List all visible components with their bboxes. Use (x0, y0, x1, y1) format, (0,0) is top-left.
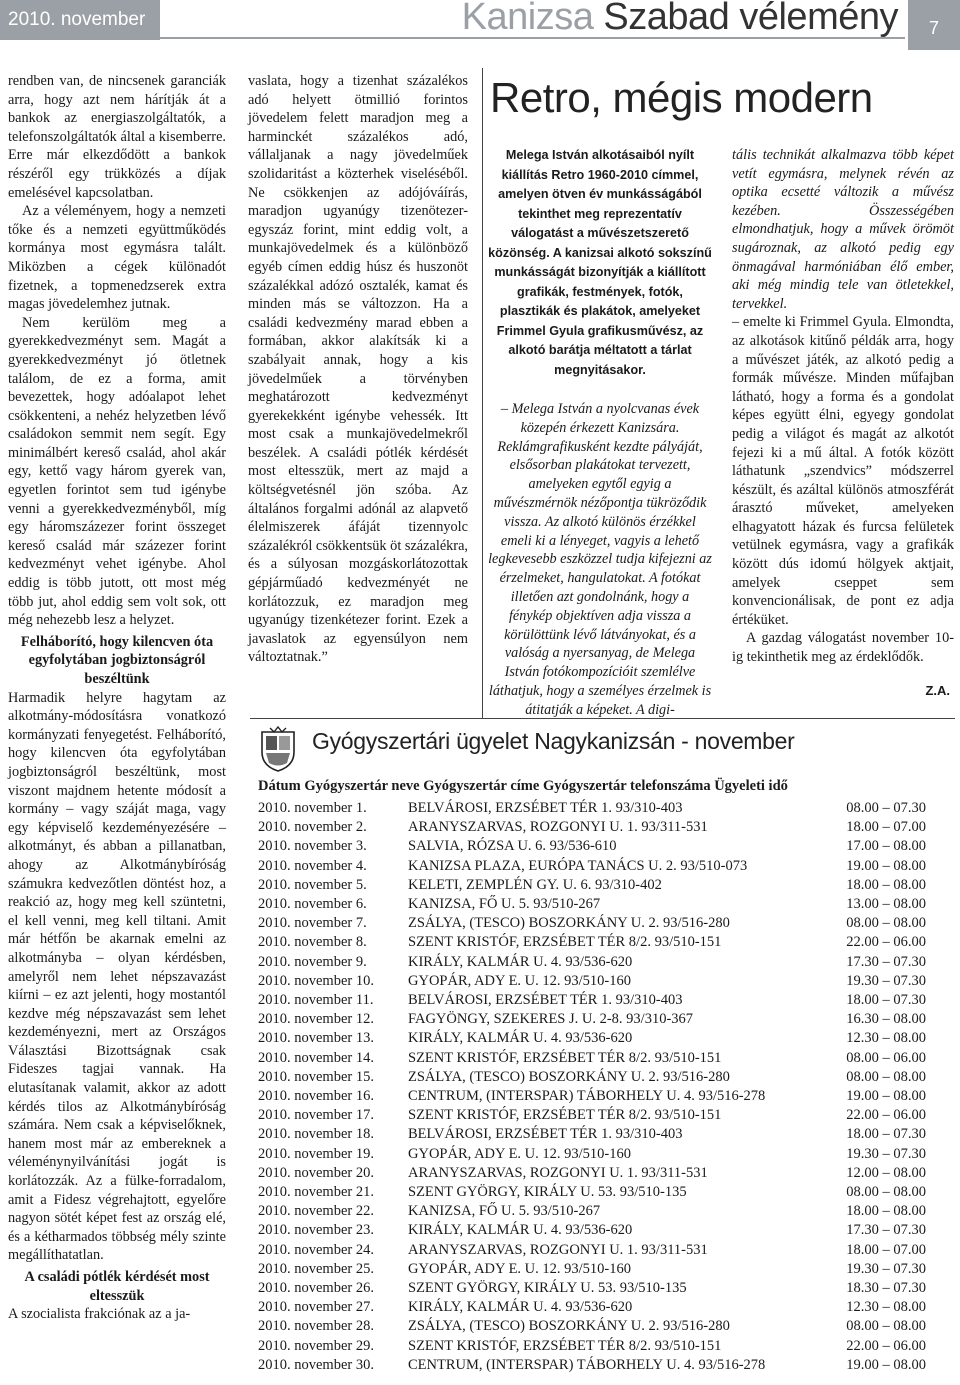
pharmacy-row (258, 972, 954, 991)
opinion-paragraph: Harmadik helyre hagytam az alkotmány-módosításra vonatkozó kormányzati fenyegetést. Felháborító, hogy kilencven óta egyfolytában jogbiztonságról beszéltünk, most viszont majdnem hetente módosít a kormány – vagy száját maga, vagy egy képviselő kezdeményezésére – alkotmányt, és abban a pillanatban, ahogy az Alkotmánybíróság számukra kedvezőtlen döntést hoz, a reakció az, hogy meg kell szüntetni, el kell venni, meg kell tiltani. Amit már hétfőn be akarnak emelni az alkotmányba – olyan kérdésben, amelyről nem lehet népszavazást kiírni – ez azt jelenti, hogy mostantól kezdve még népszavazást sem lehet kezdeményezni, mert az Országos Választási Bizottságnak csak Fideszes tagjai vannak. Ha elutasítanak valamit, akkor az adott kérdés tilos az Alkotmánybíróság számára. Nem csak a képviselőknek, hanem most már az embereknek a véleménynyilvánítási jogát is korlátozzák. Az a fülke-forradalom, amit a Fidesz végrehajtott, egyelőre nagyon sötét képet fest az ország elé, és a kétharmados többség mély szinte megállíthatatlan. (8, 689, 226, 1264)
pharmacy-row (258, 953, 954, 972)
pharmacy-row (258, 1049, 954, 1068)
pharmacy-date: 2010. november 25. (258, 1260, 374, 1277)
opinion-paragraph: Az a véleményem, hogy a nemzeti tőke és a nemzeti együttműködés kormánya most egymásra talált. Miközben a cégek különadót fizetnek, a topmenedzserek extra magas jövedelemhez jutnak. (8, 203, 226, 313)
pharmacy-hours: 12.30 – 08.00 (846, 1030, 926, 1047)
pharmacy-hours: 08.00 – 08.00 (846, 1184, 926, 1201)
pharmacy-date: 2010. november 15. (258, 1068, 374, 1085)
retro-column-1 (488, 146, 712, 720)
pharmacy-hours: 19.00 – 08.00 (846, 1088, 926, 1105)
pharmacy-info: BELVÁROSI, ERZSÉBET TÉR 1. 93/310-403 (408, 1126, 683, 1143)
pharmacy-info: KANIZSA, FŐ U. 5. 93/510-267 (408, 1203, 601, 1220)
pharmacy-date: 2010. november 22. (258, 1203, 374, 1220)
pharmacy-hours: 18.00 – 07.00 (846, 1241, 926, 1258)
pharmacy-date: 2010. november 4. (258, 857, 367, 874)
pharmacy-date: 2010. november 24. (258, 1241, 374, 1258)
pharmacy-date: 2010. november 11. (258, 992, 374, 1009)
pharmacy-hours: 08.00 – 08.00 (846, 915, 926, 932)
pharmacy-info: SZENT KRISTÓF, ERZSÉBET TÉR 8/2. 93/510-151 (408, 1337, 722, 1354)
pharmacy-row (258, 876, 954, 895)
pharmacy-info: SZENT GYÖRGY, KIRÁLY U. 53. 93/510-135 (408, 1280, 687, 1297)
pharmacy-date: 2010. november 5. (258, 876, 367, 893)
pharmacy-row (258, 1145, 954, 1164)
pharmacy-row (258, 1164, 954, 1183)
pharmacy-date: 2010. november 13. (258, 1030, 374, 1047)
pharmacy-hours: 22.00 – 06.00 (846, 1107, 926, 1124)
pharmacy-hours: 18.00 – 08.00 (846, 1203, 926, 1220)
pharmacy-date: 2010. november 28. (258, 1318, 374, 1335)
pharmacy-hours: 22.00 – 06.00 (846, 934, 926, 951)
retro-article-title: Retro, mégis modern (490, 74, 873, 121)
page-number: 7 (908, 0, 960, 50)
pharmacy-date: 2010. november 3. (258, 838, 367, 855)
pharmacy-info: BELVÁROSI, ERZSÉBET TÉR 1. 93/310-403 (408, 992, 683, 1009)
pharmacy-hours: 17.00 – 08.00 (846, 838, 926, 855)
pharmacy-row (258, 1125, 954, 1144)
pharmacy-row (258, 1279, 954, 1298)
pharmacy-row (258, 1106, 954, 1125)
pharmacy-row (258, 1029, 954, 1048)
pharmacy-row (258, 895, 954, 914)
pharmacy-date: 2010. november 19. (258, 1145, 374, 1162)
pharmacy-hours: 18.30 – 07.30 (846, 1280, 926, 1297)
pharmacy-title: Gyógyszertári ügyelet Nagykanizsán - november (312, 728, 795, 754)
pharmacy-hours: 18.00 – 08.00 (846, 876, 926, 893)
pharmacy-row (258, 1202, 954, 1221)
pharmacy-hours: 18.00 – 07.30 (846, 1126, 926, 1143)
pharmacy-info: GYOPÁR, ADY E. U. 12. 93/510-160 (408, 1145, 632, 1162)
pharmacy-info: SZENT KRISTÓF, ERZSÉBET TÉR 8/2. 93/510-151 (408, 1107, 722, 1124)
pharmacy-hours: 16.30 – 08.00 (846, 1011, 926, 1028)
opinion-paragraph: A szocialista frakciónak az a ja- (8, 1306, 191, 1323)
pharmacy-hours: 12.00 – 08.00 (846, 1164, 926, 1181)
pharmacy-date: 2010. november 9. (258, 953, 367, 970)
pharmacy-info: ARANYSZARVAS, ROZGONYI U. 1. 93/311-531 (408, 1241, 708, 1258)
retro-paragraph: – emelte ki Frimmel Gyula. Elmondta, az alkotások kitűnő példák arra, hogy a művészet játék, az alkotó pedig a formák művésze. Minden műfajban látható, hogy a forma és a gondolat képes együtt élni, egyegy gondolat pedig a világot és magát az alkotót fejezi ki a mű által. A fotók között láthatunk „szendvics” módszerrel készült, és azáltal különös atmoszférát árasztó műveket, amelyeken elhagyatott házak és furcsa felületek vetülnek egymásra, vagy a grafikák között dús idomú hölgyek aktjait, amelyek cseppet sem konvencionálisak, de pont ez adja értéküket. (732, 314, 954, 628)
pharmacy-row (258, 1221, 954, 1240)
pharmacy-row (258, 857, 954, 876)
retro-quote: – Melega István a nyolcvanas évek közepén érkezett Kanizsára. Reklámgrafikusként kezdte pályáját, elsősorban plakátokat tervezett, amelyeken egytől egyig a művészmérnök nézőpontja tükröződik vissza. Az alkotó különös érzékkel emeli ki a lényeget, vagyis a lehető legkevesebb eszközzel tudja kifejezni az érzelmeket, hangulatokat. A fotókat illetően azt gondolnánk, hogy a fénykép objektíven adja vissza a körülöttünk lévő látványokat, és a valóság a nyersanyag, de Melega István fotókompozícióit szemlélve láthatjuk, hogy a személyes érzelmek is átitatják a képeket. A digi- (488, 401, 712, 718)
pharmacy-date: 2010. november 26. (258, 1280, 374, 1297)
pharmacy-info: KIRÁLY, KALMÁR U. 4. 93/536-620 (408, 1299, 633, 1316)
pharmacy-row (258, 1010, 954, 1029)
pharmacy-date: 2010. november 10. (258, 972, 374, 989)
pharmacy-row (258, 1356, 954, 1375)
pharmacy-info: ARANYSZARVAS, ROZGONYI U. 1. 93/311-531 (408, 1164, 708, 1181)
pharmacy-info: ARANYSZARVAS, ROZGONYI U. 1. 93/311-531 (408, 819, 708, 836)
pharmacy-hours: 08.00 – 08.00 (846, 1068, 926, 1085)
pharmacy-date: 2010. november 12. (258, 1011, 374, 1028)
pharmacy-info: FAGYÖNGY, SZEKERES J. U. 2-8. 93/310-367 (408, 1011, 694, 1028)
pharmacy-table (258, 799, 954, 1375)
pharmacy-hours: 19.00 – 08.00 (846, 857, 926, 874)
pharmacy-info: KANIZSA, FŐ U. 5. 93/510-267 (408, 896, 601, 913)
pharmacy-row (258, 1317, 954, 1336)
pharmacy-date: 2010. november 27. (258, 1299, 374, 1316)
pharmacy-hours: 19.00 – 08.00 (846, 1356, 926, 1373)
pharmacy-row (258, 1183, 954, 1202)
opinion-column-2 (248, 72, 468, 667)
issue-date: 2010. november 4. (0, 0, 160, 40)
pharmacy-info: KIRÁLY, KALMÁR U. 4. 93/536-620 (408, 1030, 633, 1047)
pharmacy-date: 2010. november 1. (258, 800, 367, 816)
pharmacy-info: SALVIA, RÓZSA U. 6. 93/536-610 (408, 838, 617, 855)
column-divider (482, 68, 483, 718)
pharmacy-date: 2010. november 30. (258, 1356, 374, 1373)
pharmacy-date: 2010. november 21. (258, 1184, 374, 1201)
pharmacy-info: ZSÁLYA, (TESCO) BOSZORKÁNY U. 2. 93/516-280 (408, 1068, 730, 1085)
pharmacy-row (258, 914, 954, 933)
pharmacy-info: KIRÁLY, KALMÁR U. 4. 93/536-620 (408, 953, 633, 970)
pharmacy-info: KANIZSA PLAZA, EURÓPA TANÁCS U. 2. 93/510-073 (408, 857, 748, 874)
opinion-paragraph: rendben van, de nincsenek garanciák arra, hogy azt nem hárítják át a bankok az energiaszolgáltatók, a telefonszolgáltatók által a kisemberre. Erre már elkezdődött a bankok részéről egy trükközés a díjak emelésével kapcsolatban. (8, 73, 226, 201)
pharmacy-info: GYOPÁR, ADY E. U. 12. 93/510-160 (408, 1260, 632, 1277)
pharmacy-row (258, 1241, 954, 1260)
pharmacy-info: BELVÁROSI, ERZSÉBET TÉR 1. 93/310-403 (408, 800, 683, 816)
pharmacy-hours: 17.30 – 07.30 (846, 1222, 926, 1239)
pharmacy-row (258, 1298, 954, 1317)
retro-lead: Melega István alkotásaiból nyílt kiállítás Retro 1960-2010 címmel, amelyen ötven év munkásságából tekinthet meg reprezentatív válogatást a művészetszerető közönség. A kanizsai alkotó sokszínű munkásságát bizonyítják a kiállított grafikák, festmények, fotók, plasztikák és plakátok, amelyeket Frimmel Gyula grafikusművész, az alkotó barátja méltatott a tárlat megnyitásakor. (488, 148, 712, 377)
pharmacy-row (258, 1087, 954, 1106)
pharmacy-date: 2010. november 29. (258, 1337, 374, 1354)
pharmacy-date: 2010. november 17. (258, 1107, 374, 1124)
section-title (462, 0, 898, 39)
pharmacy-info: GYOPÁR, ADY E. U. 12. 93/510-160 (408, 972, 632, 989)
pharmacy-date: 2010. november 7. (258, 915, 367, 932)
pharmacy-row (258, 991, 954, 1010)
section-title-kanizsa: Kanizsa (461, 0, 594, 38)
pharmacy-row (258, 799, 954, 818)
retro-quote-continued: tális technikát alkalmazva több képet vetít egymásra, melynek révén az optika ecsetté változik a művész kezében. Összességében elmondhatjuk, hogy a művek örömöt sugároznak, az alkotó pedig egy önmagával harmóniában élő ember, aki még mindig tele van ötletekkel, tervekkel. (732, 147, 954, 312)
pharmacy-row (258, 818, 954, 837)
pharmacy-date: 2010. november 2. (258, 819, 367, 836)
pharmacy-hours: 17.30 – 07.30 (846, 953, 926, 970)
pharmacy-info: ZSÁLYA, (TESCO) BOSZORKÁNY U. 2. 93/516-280 (408, 915, 730, 932)
pharmacy-info: CENTRUM, (INTERSPAR) TÁBORHELY U. 4. 93/516-278 (408, 1356, 766, 1373)
pharmacy-row (258, 837, 954, 856)
pharmacy-info: SZENT GYÖRGY, KIRÁLY U. 53. 93/510-135 (408, 1184, 687, 1201)
opinion-column-1 (8, 72, 226, 1324)
opinion-paragraph: vaslata, hogy a tizenhat százalékos adó helyett ötmillió forintos jövedelem felett maradjon meg a harminckét százalékos adó, vállaljanak a nagy jövedelműek szolidaritást a közterhek viseléséből. Ne csökkenjen az adójóváírás, maradjon ugyanúgy tizenötezer-egyszáz forint, mint eddig volt, a munkajövedelmek és a különböző egyéb címen eddig húsz és huszonöt százalékkal adózó osztalék, kamat és minden más se változzon. Ha a családi kedvezmény marad ebben a formában, akkor alakítsák ki a szabályait annak, hogy a kis jövedelműek a törvényben meghatározott kedvezményt gyerekekként igénybe vehessék. Itt most csak a munkajövedelmekről beszélek. A családi pótlék kérdését most eltesszük, mert az majd a költségvetésnél jön szóba. Az általános forgalmi adónál az alapvető élelmiszerek áfáját tizennyolc százalékról csökkentsük öt százalékra, és a súlyosan mozgáskorlátozottak gépjárműadó kedvezményét ne korlátozzuk, ez maradjon meg ugyanúgy tizenkétezer forint. Ezek a javaslatok az egyensúlyon nem változtatnak.” (248, 73, 468, 666)
pharmacy-hours: 08.00 – 06.00 (846, 1049, 926, 1066)
city-crest-icon (256, 726, 300, 772)
retro-column-2 (732, 146, 954, 667)
pharmacy-hours: 13.00 – 08.00 (846, 896, 926, 913)
pharmacy-date: 2010. november 16. (258, 1088, 374, 1105)
pharmacy-hours: 19.30 – 07.30 (846, 972, 926, 989)
pharmacy-hours: 12.30 – 08.00 (846, 1299, 926, 1316)
pharmacy-info: KELETI, ZEMPLÉN GY. U. 6. 93/310-402 (408, 876, 662, 893)
pharmacy-row (258, 933, 954, 952)
pharmacy-hours: 19.30 – 07.30 (846, 1145, 926, 1162)
pharmacy-info: SZENT KRISTÓF, ERZSÉBET TÉR 8/2. 93/510-151 (408, 934, 722, 951)
retro-paragraph: A gazdag válogatást november 10-ig tekinthetik meg az érdeklődők. (732, 630, 954, 666)
pharmacy-hours: 22.00 – 06.00 (846, 1337, 926, 1354)
opinion-subheading: Felháborító, hogy kilencven óta egyfolytában jogbiztonságról beszéltünk (20, 633, 214, 687)
author-signature: Z.A. (925, 683, 950, 698)
opinion-subheading: A családi pótlék kérdését most eltesszük (24, 1269, 210, 1304)
pharmacy-date: 2010. november 6. (258, 896, 367, 913)
pharmacy-info: ZSÁLYA, (TESCO) BOSZORKÁNY U. 2. 93/516-280 (408, 1318, 730, 1335)
pharmacy-date: 2010. november 20. (258, 1164, 374, 1181)
pharmacy-hours: 19.30 – 07.30 (846, 1260, 926, 1277)
pharmacy-row (258, 1260, 954, 1279)
pharmacy-section-rule (250, 718, 955, 719)
pharmacy-date: 2010. november 14. (258, 1049, 374, 1066)
pharmacy-table-header: Dátum Gyógyszertár neve Gyógyszertár címe Gyógyszertár telefonszáma Ügyeleti idő (258, 778, 788, 794)
pharmacy-hours: 08.00 – 07.30 (846, 800, 926, 816)
section-title-rest: Szabad vélemény (603, 0, 898, 38)
pharmacy-date: 2010. november 18. (258, 1126, 374, 1143)
pharmacy-info: SZENT KRISTÓF, ERZSÉBET TÉR 8/2. 93/510-151 (408, 1049, 722, 1066)
pharmacy-info: CENTRUM, (INTERSPAR) TÁBORHELY U. 4. 93/516-278 (408, 1088, 766, 1105)
opinion-paragraph: Nem kerülöm meg a gyerekkedvezményt sem. Magát a gyerekkedvezményt jó ötletnek találom, de ez a forma, amit bevezettek, hogy adóalapot lehet csökkenteni, a nehéz helyzetben lévő családokon semmit nem segít. Egy minimálbért kereső család, ahol akár egy, kettő vagy három gyerek van, egyetlen forintot sem tud igénybe venni a gyerekkedvezményből, míg egy háromszázezer forint összeget kereső család már százezer forint kedvezményt vehet igénybe. Ahol eddig is több jutott, ott most még több jut, ahol eddig sem volt sok, ott még nehezebb lesz a helyzet. (8, 314, 226, 629)
pharmacy-info: KIRÁLY, KALMÁR U. 4. 93/536-620 (408, 1222, 633, 1239)
page-header (0, 0, 960, 70)
pharmacy-date: 2010. november 23. (258, 1222, 374, 1239)
pharmacy-hours: 08.00 – 08.00 (846, 1318, 926, 1335)
pharmacy-row (258, 1337, 954, 1356)
pharmacy-date: 2010. november 8. (258, 934, 367, 951)
pharmacy-hours: 18.00 – 07.30 (846, 992, 926, 1009)
pharmacy-row (258, 1068, 954, 1087)
pharmacy-hours: 18.00 – 07.00 (846, 819, 926, 836)
